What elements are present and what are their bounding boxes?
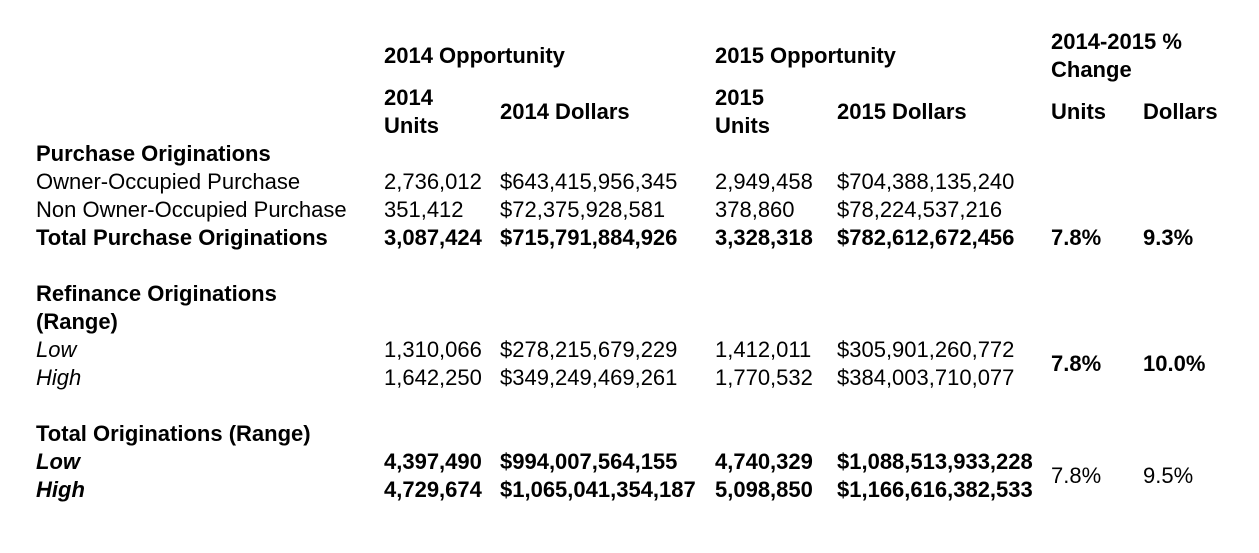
cell-total-purchase-dollars-change: 9.3% — [1143, 225, 1194, 250]
section-total-originations: Total Originations (Range) — [36, 421, 311, 446]
cell-total-high-units-2015: 5,098,850 — [715, 477, 813, 502]
header-2015-units-line2: Units — [715, 113, 770, 138]
cell-non-owner-dollars-2015: $78,224,537,216 — [837, 197, 1003, 222]
cell-non-owner-units-2014: 351,412 — [384, 197, 464, 222]
header-2015-opportunity: 2015 Opportunity — [715, 43, 896, 68]
cell-refi-low-units-2015: 1,412,011 — [715, 337, 812, 362]
row-label-non-owner-occupied: Non Owner-Occupied Purchase — [36, 197, 347, 222]
header-pct-change-line1: 2014-2015 % — [1051, 29, 1182, 54]
cell-refi-high-units-2014: 1,642,250 — [384, 365, 482, 390]
row-label-refi-low: Low — [36, 337, 77, 362]
cell-total-units-change: 7.8% — [1051, 463, 1102, 488]
cell-non-owner-units-2015: 378,860 — [715, 197, 795, 222]
header-units: Units — [1051, 99, 1106, 124]
cell-total-high-dollars-2014: $1,065,041,354,187 — [500, 477, 696, 502]
cell-total-high-dollars-2015: $1,166,616,382,533 — [837, 477, 1033, 502]
cell-refi-dollars-change: 10.0% — [1143, 351, 1206, 376]
cell-refi-high-units-2015: 1,770,532 — [715, 365, 813, 390]
header-dollars: Dollars — [1143, 99, 1218, 124]
cell-total-purchase-units-2014: 3,087,424 — [384, 225, 482, 250]
cell-total-purchase-dollars-2014: $715,791,884,926 — [500, 225, 678, 250]
row-label-total-low: Low — [36, 449, 80, 474]
cell-total-low-dollars-2015: $1,088,513,933,228 — [837, 449, 1033, 474]
row-label-refi-high: High — [36, 365, 82, 390]
cell-refi-low-dollars-2014: $278,215,679,229 — [500, 337, 678, 362]
section-refinance-originations-line2: (Range) — [36, 309, 118, 334]
cell-total-high-units-2014: 4,729,674 — [384, 477, 482, 502]
cell-total-low-units-2014: 4,397,490 — [384, 449, 482, 474]
section-refinance-originations-line1: Refinance Originations — [36, 281, 277, 306]
section-purchase-originations: Purchase Originations — [36, 141, 271, 166]
cell-refi-low-units-2014: 1,310,066 — [384, 337, 482, 362]
cell-non-owner-dollars-2014: $72,375,928,581 — [500, 197, 666, 222]
header-2014-units-line1: 2014 — [384, 85, 433, 110]
row-label-total-purchase: Total Purchase Originations — [36, 225, 328, 250]
cell-total-low-dollars-2014: $994,007,564,155 — [500, 449, 678, 474]
cell-refi-high-dollars-2014: $349,249,469,261 — [500, 365, 678, 390]
cell-total-purchase-units-change: 7.8% — [1051, 225, 1102, 250]
cell-refi-high-dollars-2015: $384,003,710,077 — [837, 365, 1015, 390]
header-pct-change-line2: Change — [1051, 57, 1132, 82]
header-2014-dollars: 2014 Dollars — [500, 99, 630, 124]
header-2015-dollars: 2015 Dollars — [837, 99, 967, 124]
header-2015-units-line1: 2015 — [715, 85, 764, 110]
cell-refi-units-change: 7.8% — [1051, 351, 1102, 376]
cell-total-purchase-dollars-2015: $782,612,672,456 — [837, 225, 1015, 250]
cell-owner-units-2015: 2,949,458 — [715, 169, 813, 194]
cell-refi-low-dollars-2015: $305,901,260,772 — [837, 337, 1015, 362]
cell-owner-dollars-2014: $643,415,956,345 — [500, 169, 678, 194]
header-2014-units-line2: Units — [384, 113, 439, 138]
cell-total-purchase-units-2015: 3,328,318 — [715, 225, 813, 250]
header-2014-opportunity: 2014 Opportunity — [384, 43, 565, 68]
cell-total-low-units-2015: 4,740,329 — [715, 449, 813, 474]
row-label-total-high: High — [36, 477, 85, 502]
row-label-owner-occupied: Owner-Occupied Purchase — [36, 169, 301, 194]
cell-owner-units-2014: 2,736,012 — [384, 169, 482, 194]
cell-total-dollars-change: 9.5% — [1143, 463, 1194, 488]
cell-owner-dollars-2015: $704,388,135,240 — [837, 169, 1015, 194]
